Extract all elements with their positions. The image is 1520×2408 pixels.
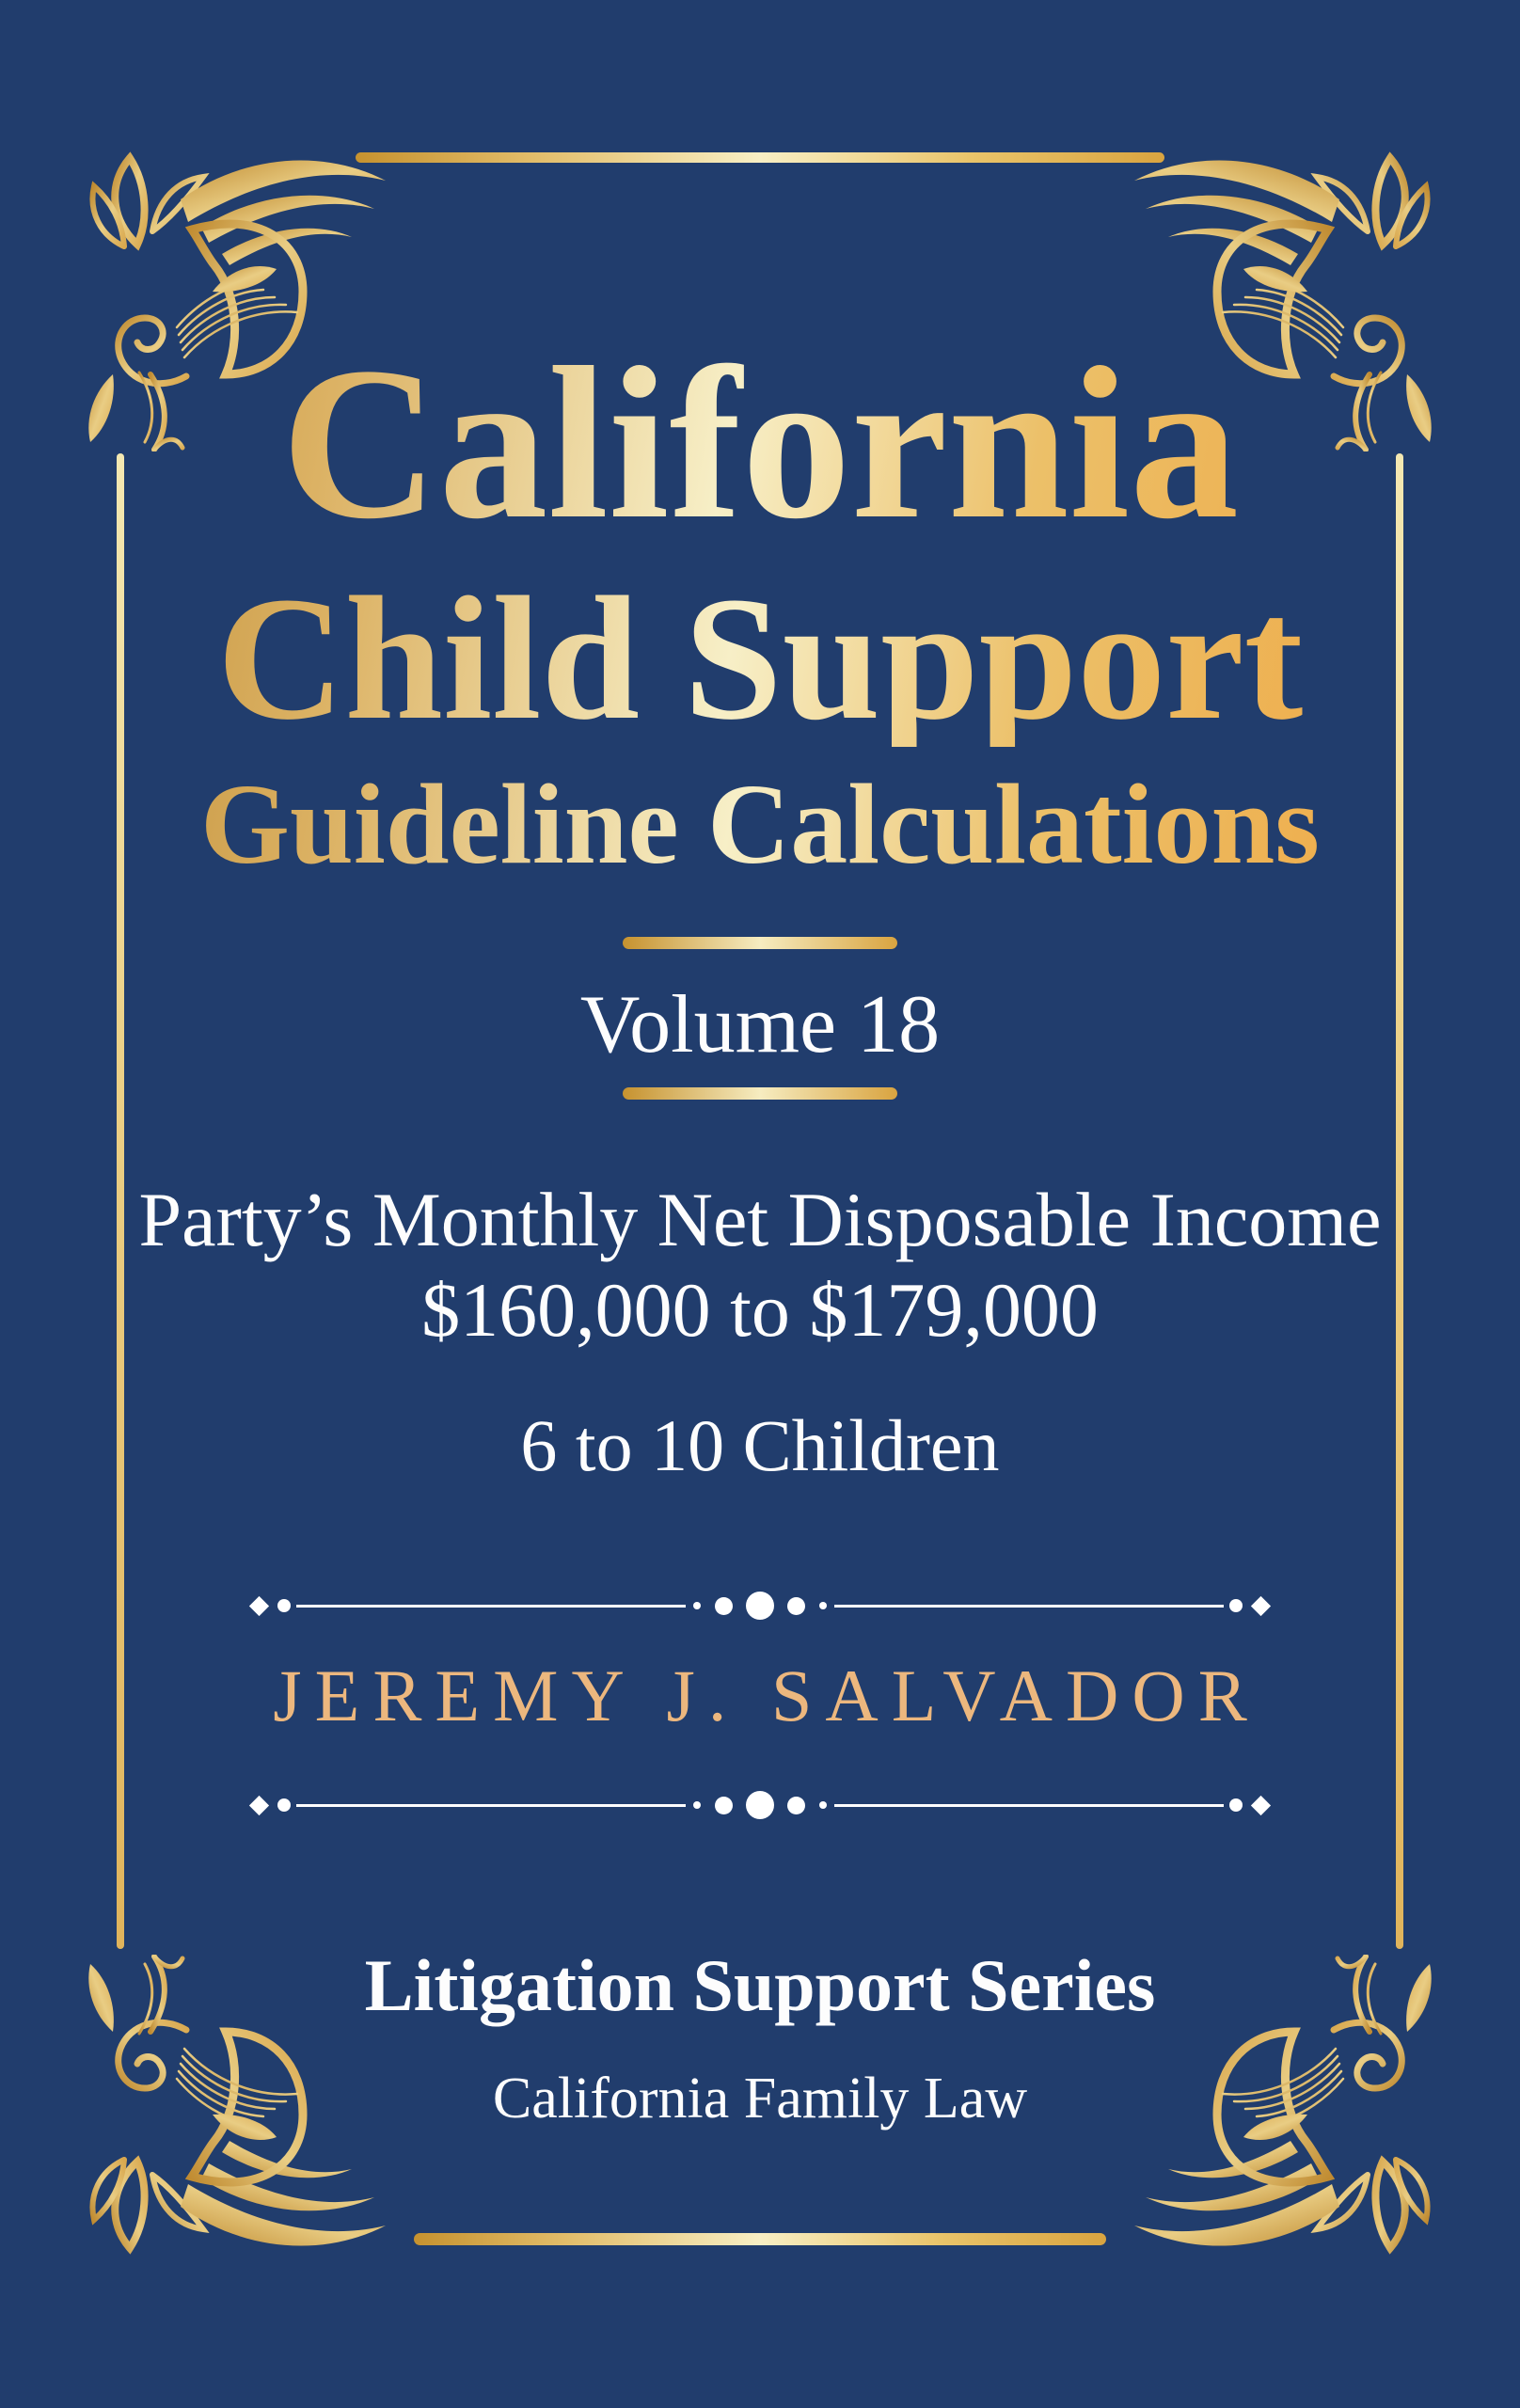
divider-line xyxy=(296,1605,686,1608)
author-name: JEREMY J. SALVADOR xyxy=(273,1655,1260,1736)
gold-rule-bar-below-volume xyxy=(623,1087,897,1100)
divider-dot-icon xyxy=(746,1791,774,1819)
divider-dot-icon xyxy=(715,1797,733,1814)
divider-dot-icon xyxy=(746,1592,774,1620)
series-title: Litigation Support Series xyxy=(364,1944,1156,2026)
divider-line xyxy=(834,1804,1224,1807)
divider-dot-icon xyxy=(1229,1599,1243,1612)
title-line-2: Child Support xyxy=(0,570,1520,747)
income-range: $160,000 to $179,000 xyxy=(421,1267,1099,1353)
income-label: Party’s Monthly Net Disposable Income xyxy=(138,1177,1382,1262)
divider-dot-icon xyxy=(787,1597,805,1615)
ornamental-divider-bottom xyxy=(246,1791,1274,1819)
divider-diamond-icon xyxy=(249,1595,269,1615)
divider-dot-icon xyxy=(277,1599,291,1612)
divider-dot-icon xyxy=(1229,1798,1243,1812)
divider-dot-icon xyxy=(693,1602,701,1609)
divider-dot-icon xyxy=(819,1801,827,1809)
series-subtitle: California Family Law xyxy=(492,2067,1028,2131)
divider-dot-icon xyxy=(787,1797,805,1814)
frame-rule-bottom xyxy=(414,2233,1106,2245)
divider-line xyxy=(834,1605,1224,1608)
divider-line xyxy=(296,1804,686,1807)
divider-dot-icon xyxy=(819,1602,827,1609)
title-line-1: California xyxy=(0,335,1520,553)
frame-rule-top xyxy=(356,152,1164,163)
divider-diamond-icon xyxy=(1251,1595,1271,1615)
divider-dot-icon xyxy=(693,1801,701,1809)
divider-dot-icon xyxy=(715,1597,733,1615)
children-range: 6 to 10 Children xyxy=(520,1404,1000,1486)
gold-rule-bar-above-volume xyxy=(623,937,897,949)
divider-dot-icon xyxy=(277,1798,291,1812)
ornamental-divider-top xyxy=(246,1592,1274,1620)
divider-diamond-icon xyxy=(1251,1795,1271,1814)
title-line-3: Guideline Calculations xyxy=(0,768,1520,882)
volume-label: Volume 18 xyxy=(579,979,941,1070)
divider-diamond-icon xyxy=(249,1795,269,1814)
